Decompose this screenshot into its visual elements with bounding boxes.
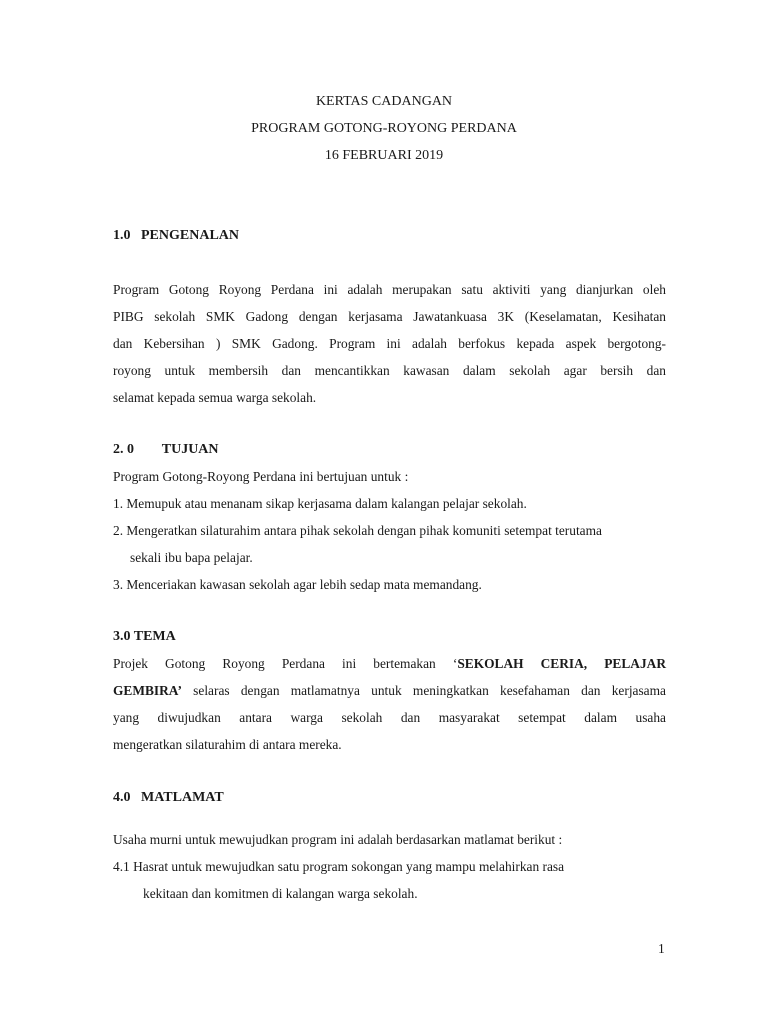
- section-heading-tema: 3.0 TEMA: [113, 629, 176, 644]
- tujuan-intro: Program Gotong-Royong Perdana ini bertujuan untuk :: [113, 469, 409, 484]
- list-item: 3. Menceriakan kawasan sekolah agar lebih sedap mata memandang.: [113, 577, 482, 592]
- tema-line: [113, 683, 666, 699]
- paragraph-line: selamat kepada semua warga sekolah.: [113, 390, 317, 405]
- matlamat-intro: Usaha murni untuk mewujudkan program ini adalah berdasarkan matlamat berikut :: [113, 832, 563, 847]
- paragraph-line: dan Kebersihan ) SMK Gadong. Program ini adalah berfokus kepada aspek bergotong-: [113, 336, 666, 351]
- paragraph-line: PIBG sekolah SMK Gadong dengan kerjasama Jawatankuasa 3K (Keselamatan, Kesihatan: [113, 309, 666, 324]
- section-heading-matlamat: 4.0 MATLAMAT: [113, 790, 224, 805]
- list-item: 1. Memupuk atau menanam sikap kerjasama dalam kalangan pelajar sekolah.: [113, 496, 527, 511]
- tema-slogan-end: GEMBIRA’: [113, 683, 182, 698]
- tema-text: Projek Gotong Royong Perdana ini bertemakan ‘: [113, 656, 458, 671]
- tema-line: mengeratkan silaturahim di antara mereka.: [113, 737, 342, 752]
- section-heading-pengenalan: 1.0 PENGENALAN: [113, 228, 240, 243]
- paragraph-line: Program Gotong Royong Perdana ini adalah merupakan satu aktiviti yang dianjurkan oleh: [113, 282, 666, 297]
- program-title: PROGRAM GOTONG-ROYONG PERDANA: [251, 121, 517, 136]
- paragraph-line: royong untuk membersih dan mencantikkan kawasan dalam sekolah agar bersih dan: [113, 363, 666, 378]
- tema-slogan: SEKOLAH CERIA, PELAJAR: [457, 656, 666, 671]
- list-item: 2. Mengeratkan silaturahim antara pihak sekolah dengan pihak komuniti setempat terutama: [113, 523, 602, 538]
- section-heading-tujuan: 2. 0 TUJUAN: [113, 442, 219, 457]
- program-date: 16 FEBRUARI 2019: [324, 148, 444, 163]
- page-number: 1: [658, 941, 665, 956]
- tema-line: [113, 656, 666, 672]
- list-item-continuation: kekitaan dan komitmen di kalangan warga sekolah.: [143, 886, 418, 901]
- document-title: KERTAS CADANGAN: [315, 94, 453, 109]
- list-item-continuation: sekali ibu bapa pelajar.: [130, 550, 253, 565]
- tema-line: yang diwujudkan antara warga sekolah dan masyarakat setempat dalam usaha: [113, 710, 666, 725]
- list-item: 4.1 Hasrat untuk mewujudkan satu program sokongan yang mampu melahirkan rasa: [113, 859, 565, 874]
- tema-text: selaras dengan matlamatnya untuk meningkatkan kesefahaman dan kerjasama: [181, 683, 666, 698]
